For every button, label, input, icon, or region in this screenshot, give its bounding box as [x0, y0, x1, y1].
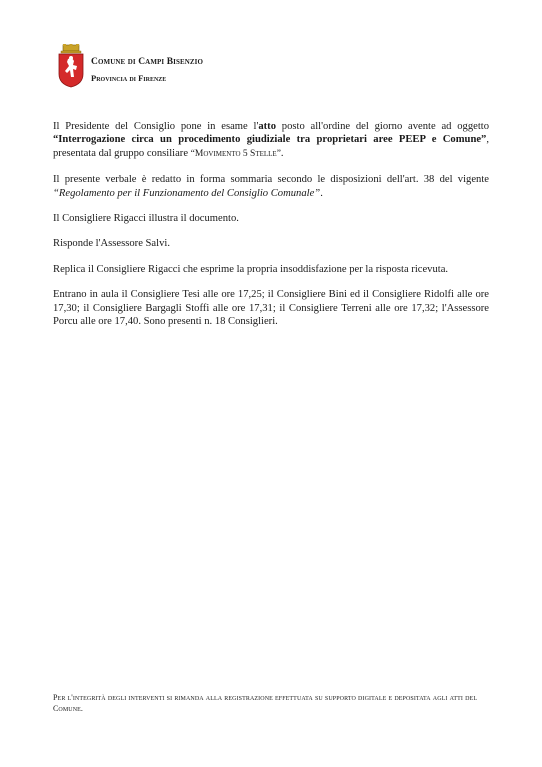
subject-title: “Interrogazione circa un procedimento giudiziale tra proprietari aree PEEP e Comune”: [53, 134, 487, 146]
municipality-name: Comune di Campi Bisenzio: [91, 57, 204, 67]
paragraph-response: Risponde l'Assessore Salvi.: [53, 238, 170, 250]
political-group: “Movimento 5 Stelle”: [190, 148, 281, 159]
footer-note: Per l'integrità degli interventi si rimanda alla registrazione effettuata su supporto digitale e depositata agli atti del Comune.: [53, 693, 478, 713]
coat-of-arms-icon: [56, 44, 86, 88]
paragraph-subject: Il Presidente del Consiglio pone in esame l'atto posto all'ordine del giorno avente ad oggetto “Interrogazione circa un procedimento giudiziale tra proprietari aree PEEP e Comune”, presentata dal gruppo consiliare “Movimento 5 Stelle”.: [53, 121, 489, 159]
paragraph-reply: Replica il Consigliere Rigacci che esprime la propria insoddisfazione per la risposta ricevuta.: [53, 263, 449, 275]
paragraph-attendance: Entrano in aula il Consigliere Tesi alle ore 17,25; il Consigliere Bini ed il Consigliere Ridolfi alle ore 17,30; il Consigliere Bargagli Stoffi alle ore 17,31; il Consigliere Terreni alle ore 17,32; l'Assessore Porcu alle ore 17,40. Sono presenti n. 18 Consiglieri.: [53, 289, 489, 328]
paragraph-summary-note: Il presente verbale è redatto in forma sommaria secondo le disposizioni dell'art. 38 del vigente “Regolamento per il Funzionamento del Consiglio Comunale”.: [53, 174, 489, 199]
paragraph-illustration: Il Consigliere Rigacci illustra il documento.: [53, 213, 239, 225]
minutes-body: [53, 120, 489, 340]
letterhead: [56, 44, 356, 94]
province-name: Provincia di Firenze: [91, 73, 167, 83]
regulation-title: “Regolamento per il Funzionamento del Consiglio Comunale”: [53, 187, 321, 199]
